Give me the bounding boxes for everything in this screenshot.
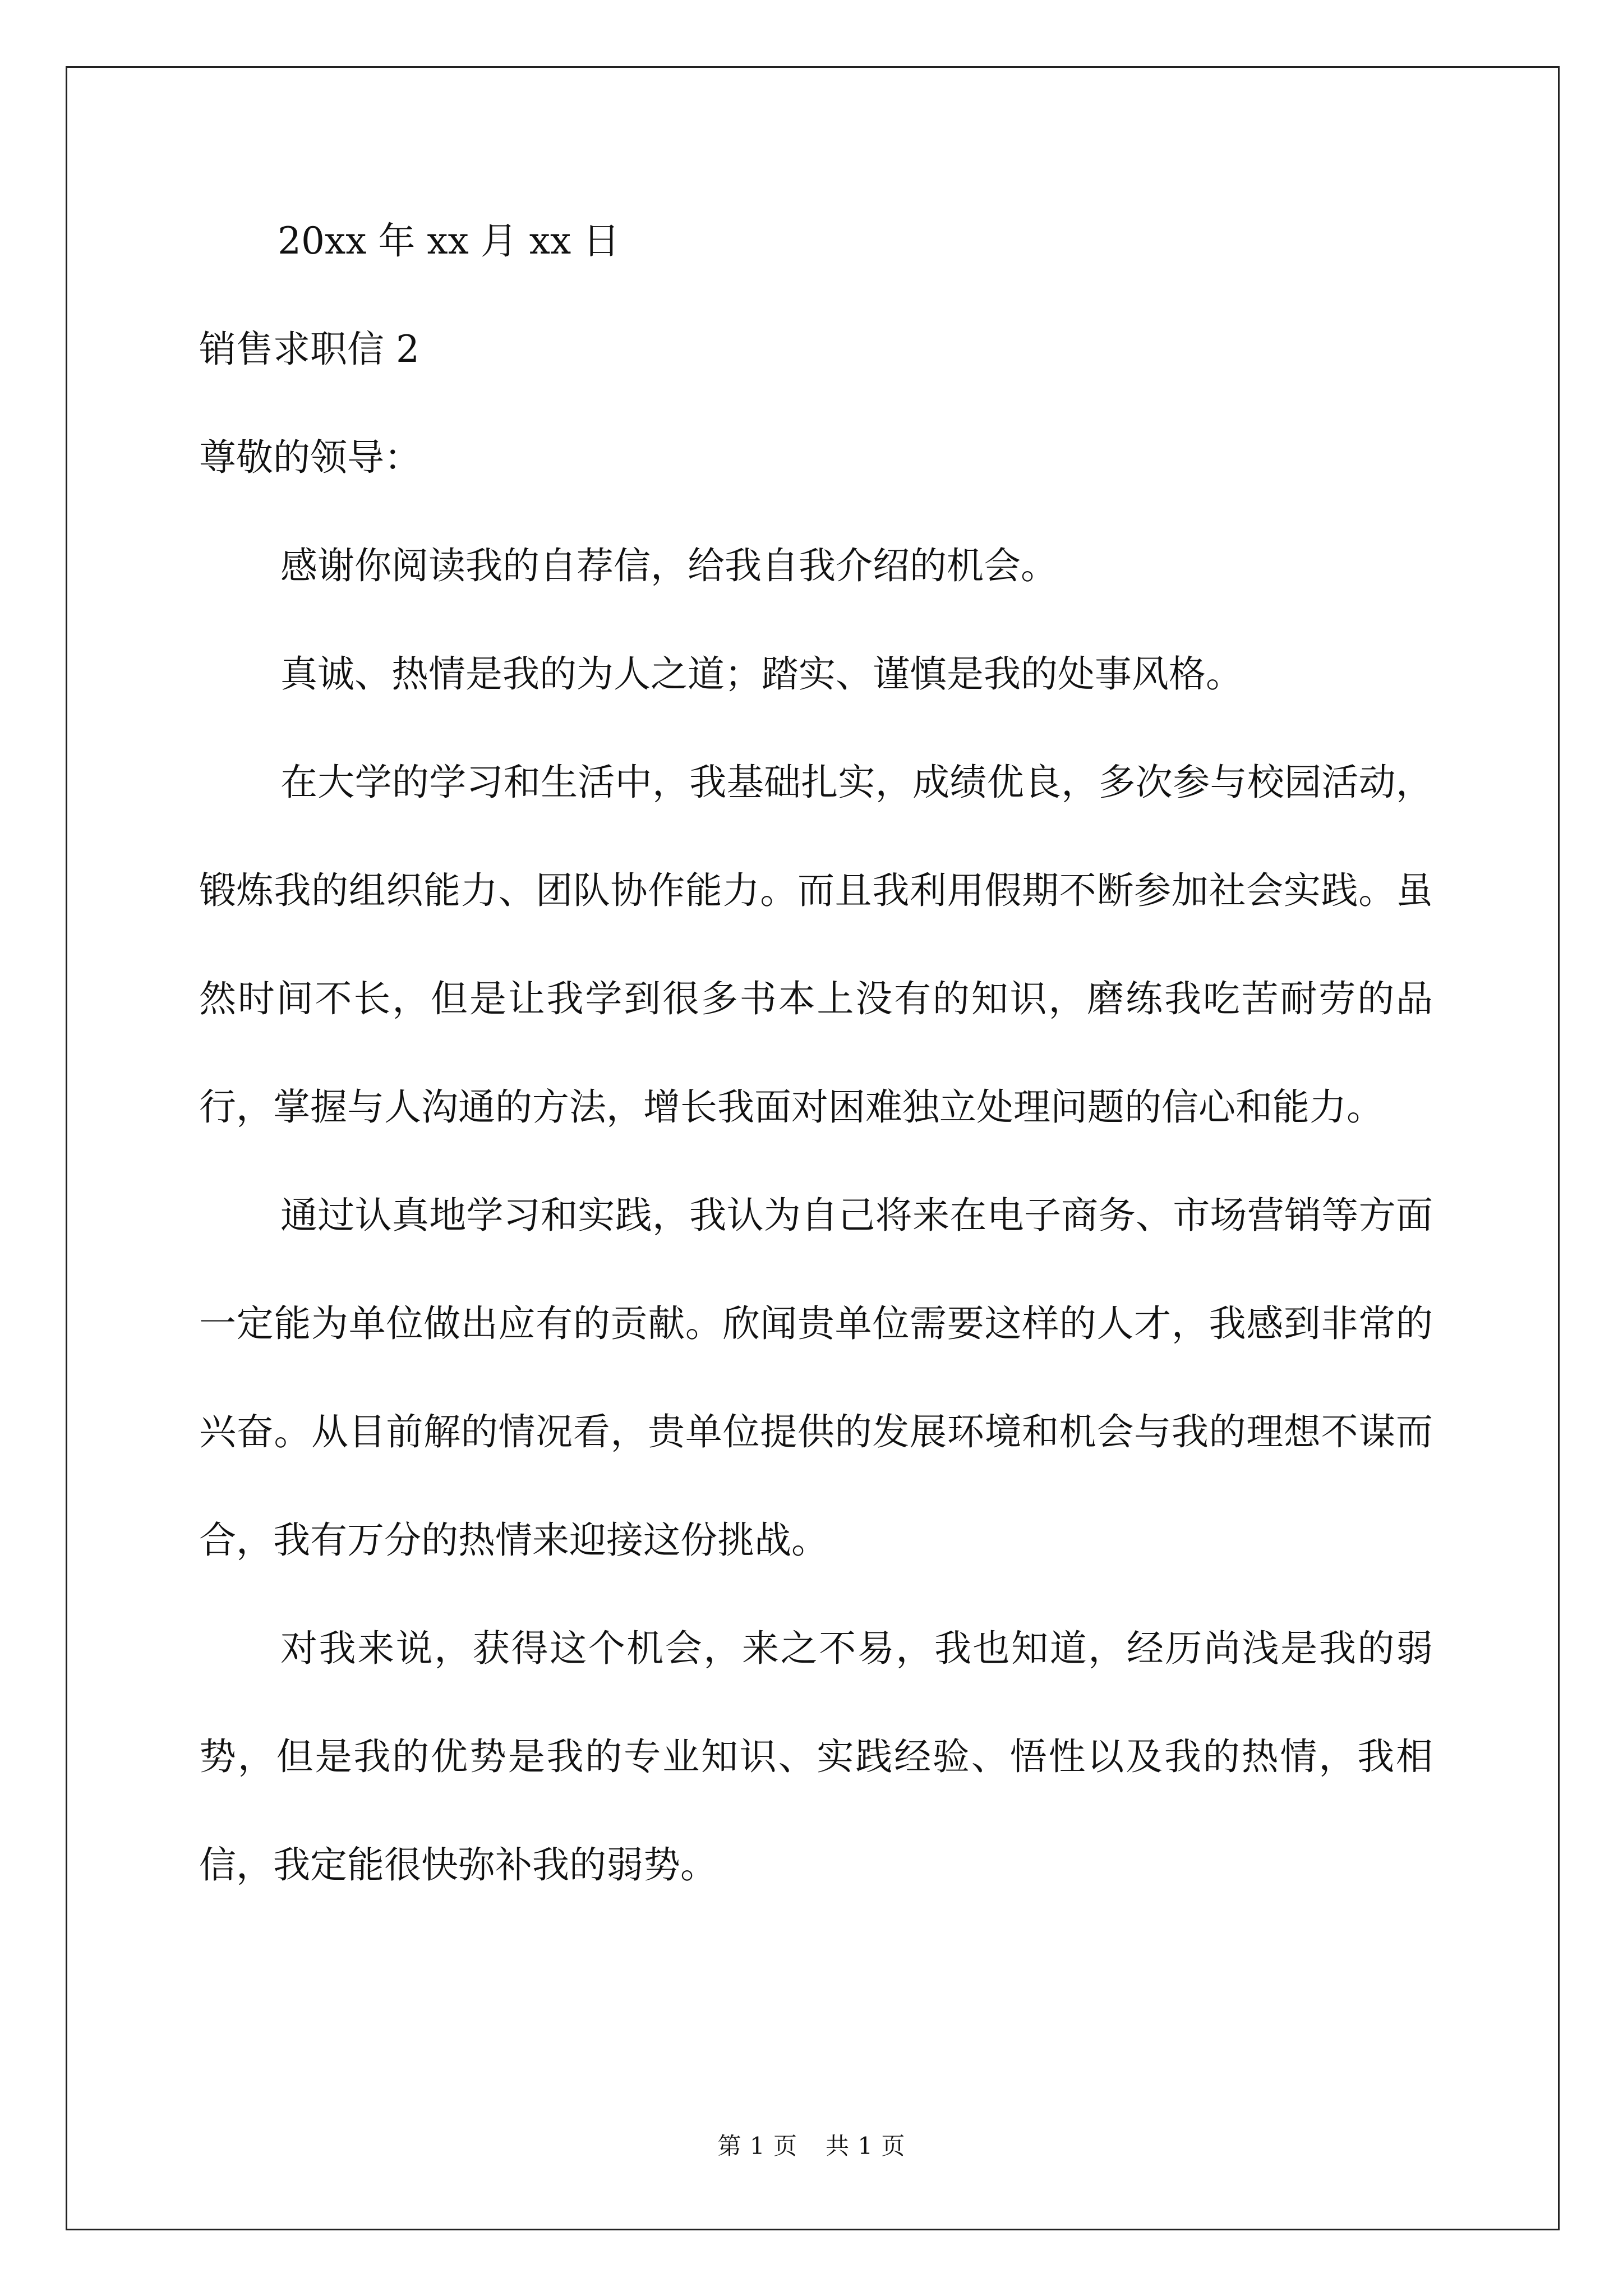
paragraph-3: 在大学的学习和生活中，我基础扎实，成绩优良，多次参与校园活动，锻炼我的组织能力、团队协作能力。而且我利用假期不断参加社会实践。虽然时间不长，但是让我学到很多书本上没有的知识，磨练我吃苦耐劳的品行，掌握与人沟通的方法，增长我面对困难独立处理问题的信心和能力。 xyxy=(199,761,1433,1129)
document-body xyxy=(199,213,1433,1945)
paragraph-5: 对我来说，获得这个机会，来之不易，我也知道，经历尚浅是我的弱势，但是我的优势是我的专业知识、实践经验、悟性以及我的热情，我相信，我定能很快弥补我的弱势。 xyxy=(199,1627,1433,1887)
page-number-current: 第 1 页 xyxy=(717,2132,797,2160)
page-number-total: 共 1 页 xyxy=(826,2132,906,2160)
letter-date: 20xx 年 xx 月 xx 日 xyxy=(278,219,620,263)
letter-salutation: 尊敬的领导： xyxy=(199,436,421,479)
paragraph-1: 感谢你阅读我的自荐信，给我自我介绍的机会。 xyxy=(280,544,1058,587)
page-footer xyxy=(0,2129,1623,2163)
letter-title: 销售求职信 2 xyxy=(199,328,419,371)
paragraph-2: 真诚、热情是我的为人之道；踏实、谨慎是我的处事风格。 xyxy=(280,652,1243,696)
paragraph-4: 通过认真地学习和实践，我认为自己将来在电子商务、市场营销等方面一定能为单位做出应有的贡献。欣闻贵单位需要这样的人才，我感到非常的兴奋。从目前解的情况看，贵单位提供的发展环境和机会与我的理想不谋而合，我有万分的热情来迎接这份挑战。 xyxy=(199,1194,1433,1562)
